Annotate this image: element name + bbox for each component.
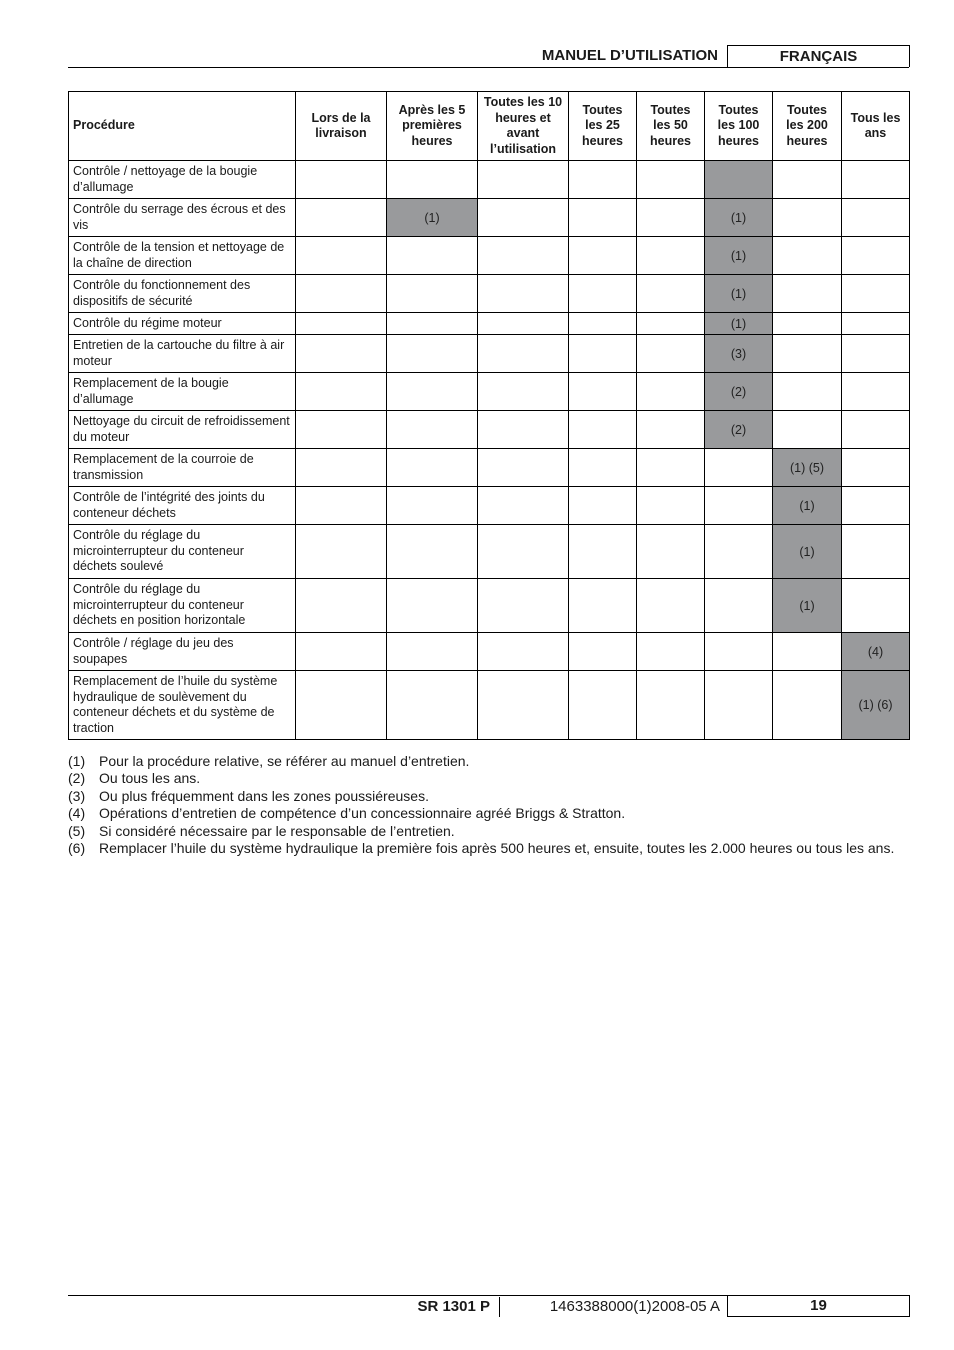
table-row (69, 411, 910, 449)
table-row (69, 313, 910, 335)
table-row (69, 487, 910, 525)
interval-cell (773, 335, 842, 373)
footnote-number: (3) (68, 787, 86, 804)
procedure-cell: Contrôle / réglage du jeu des soupapes (69, 633, 296, 671)
interval-cell (773, 199, 842, 237)
table-row (69, 275, 910, 313)
procedure-cell: Contrôle / nettoyage de la bougie d’allumage (69, 161, 296, 199)
table-row (69, 671, 910, 740)
interval-cell (296, 199, 387, 237)
interval-cell (478, 313, 569, 335)
interval-cell (773, 411, 842, 449)
procedure-cell: Contrôle de l’intégrité des joints du conteneur déchets (69, 487, 296, 525)
procedure-cell: Contrôle du serrage des écrous et des vis (69, 199, 296, 237)
interval-cell (387, 161, 478, 199)
interval-cell (569, 579, 637, 633)
footnote (68, 805, 898, 822)
interval-cell (705, 579, 773, 633)
table-header-row (69, 92, 910, 161)
interval-cell: (1) (387, 199, 478, 237)
interval-cell (842, 373, 910, 411)
table-row (69, 161, 910, 199)
interval-cell: (1) (705, 275, 773, 313)
interval-cell (478, 161, 569, 199)
footnote (68, 823, 898, 840)
procedure-cell: Contrôle du réglage du microinterrupteur du conteneur déchets soulevé (69, 525, 296, 579)
table-row (69, 633, 910, 671)
interval-cell (478, 633, 569, 671)
interval-cell (478, 579, 569, 633)
interval-cell (705, 161, 773, 199)
interval-cell (296, 579, 387, 633)
interval-cell (569, 411, 637, 449)
interval-cell (773, 671, 842, 740)
interval-cell: (1) (773, 579, 842, 633)
interval-cell (569, 487, 637, 525)
column-header: Tous les ans (842, 92, 910, 161)
interval-cell (387, 671, 478, 740)
manual-title: MANUEL D’UTILISATION (541, 47, 718, 64)
interval-cell (842, 275, 910, 313)
interval-cell: (2) (705, 373, 773, 411)
table-row (69, 335, 910, 373)
interval-cell: (3) (705, 335, 773, 373)
interval-cell (842, 199, 910, 237)
column-header: Toutes les 10 heures et avant l’utilisation (478, 92, 569, 161)
interval-cell (842, 525, 910, 579)
column-header: Après les 5 premières heures (387, 92, 478, 161)
procedure-cell: Contrôle de la tension et nettoyage de la chaîne de direction (69, 237, 296, 275)
language-label: FRANÇAIS (727, 45, 910, 67)
interval-cell: (4) (842, 633, 910, 671)
header-rule (68, 67, 909, 68)
model-name: SR 1301 P (417, 1298, 490, 1315)
interval-cell (637, 411, 705, 449)
column-header: Toutes les 200 heures (773, 92, 842, 161)
procedure-cell: Contrôle du réglage du microinterrupteur du conteneur déchets en position horizontale (69, 579, 296, 633)
interval-cell (296, 237, 387, 275)
interval-cell (773, 373, 842, 411)
table-row (69, 525, 910, 579)
footnote-text: Pour la procédure relative, se référer au manuel d’entretien. (99, 753, 470, 769)
interval-cell (637, 237, 705, 275)
interval-cell (705, 633, 773, 671)
interval-cell (842, 335, 910, 373)
footnote-number: (6) (68, 840, 86, 857)
interval-cell (569, 335, 637, 373)
interval-cell: (1) (773, 487, 842, 525)
table-row (69, 579, 910, 633)
footnote-text: Ou plus fréquemment dans les zones poussiéreuses. (99, 787, 429, 804)
interval-cell (842, 449, 910, 487)
interval-cell (478, 487, 569, 525)
column-header: Toutes les 50 heures (637, 92, 705, 161)
interval-cell (637, 335, 705, 373)
interval-cell (637, 313, 705, 335)
interval-cell (773, 633, 842, 671)
interval-cell (387, 449, 478, 487)
interval-cell (296, 335, 387, 373)
interval-cell (569, 373, 637, 411)
document-code: 1463388000(1)2008-05 A (549, 1298, 720, 1315)
column-header: Lors de la livraison (296, 92, 387, 161)
interval-cell (387, 525, 478, 579)
interval-cell (637, 671, 705, 740)
footnote-text: Si considéré nécessaire par le responsable de l’entretien. (99, 822, 455, 839)
interval-cell (296, 373, 387, 411)
interval-cell: (1) (705, 313, 773, 335)
interval-cell (296, 487, 387, 525)
interval-cell (705, 525, 773, 579)
interval-cell (842, 411, 910, 449)
interval-cell (296, 525, 387, 579)
interval-cell (296, 449, 387, 487)
procedure-cell: Entretien de la cartouche du filtre à air moteur (69, 335, 296, 373)
interval-cell (773, 237, 842, 275)
interval-cell (296, 411, 387, 449)
procedure-cell: Contrôle du fonctionnement des dispositifs de sécurité (69, 275, 296, 313)
procedure-cell: Remplacement de la courroie de transmission (69, 449, 296, 487)
interval-cell (569, 275, 637, 313)
interval-cell (842, 579, 910, 633)
interval-cell (478, 411, 569, 449)
procedure-cell: Nettoyage du circuit de refroidissement du moteur (69, 411, 296, 449)
interval-cell (569, 161, 637, 199)
footnote (68, 753, 898, 770)
interval-cell (569, 525, 637, 579)
interval-cell (569, 633, 637, 671)
footnote-number: (1) (68, 753, 86, 769)
interval-cell (705, 449, 773, 487)
column-header: Toutes les 25 heures (569, 92, 637, 161)
interval-cell (387, 633, 478, 671)
interval-cell (637, 161, 705, 199)
interval-cell (705, 671, 773, 740)
interval-cell (387, 373, 478, 411)
interval-cell (478, 199, 569, 237)
interval-cell: (1) (705, 199, 773, 237)
procedure-cell: Contrôle du régime moteur (69, 313, 296, 335)
procedure-cell: Remplacement de la bougie d’allumage (69, 373, 296, 411)
interval-cell: (1) (6) (842, 671, 910, 740)
interval-cell (296, 275, 387, 313)
interval-cell (637, 525, 705, 579)
interval-cell (569, 313, 637, 335)
procedure-cell: Remplacement de l’huile du système hydraulique de soulèvement du conteneur déchets et du système de traction (69, 671, 296, 740)
interval-cell (478, 373, 569, 411)
interval-cell (478, 275, 569, 313)
interval-cell (637, 199, 705, 237)
interval-cell (637, 487, 705, 525)
interval-cell: (1) (705, 237, 773, 275)
interval-cell (842, 313, 910, 335)
interval-cell (478, 237, 569, 275)
interval-cell: (1) (5) (773, 449, 842, 487)
interval-cell (842, 237, 910, 275)
column-header: Toutes les 100 heures (705, 92, 773, 161)
table-row (69, 199, 910, 237)
interval-cell (296, 313, 387, 335)
table-row (69, 449, 910, 487)
interval-cell (773, 313, 842, 335)
interval-cell (387, 275, 478, 313)
interval-cell (478, 335, 569, 373)
interval-cell (387, 579, 478, 633)
table-row (69, 373, 910, 411)
footnotes (68, 753, 898, 857)
footnote (68, 788, 898, 805)
interval-cell (637, 275, 705, 313)
interval-cell (637, 449, 705, 487)
table-row (69, 237, 910, 275)
footnote-number: (4) (68, 805, 86, 822)
maintenance-table (68, 91, 910, 740)
interval-cell (842, 487, 910, 525)
interval-cell: (2) (705, 411, 773, 449)
interval-cell (705, 487, 773, 525)
interval-cell (637, 579, 705, 633)
interval-cell (569, 237, 637, 275)
interval-cell (569, 199, 637, 237)
interval-cell (637, 373, 705, 411)
interval-cell (478, 671, 569, 740)
interval-cell (296, 671, 387, 740)
page-number: 19 (727, 1295, 910, 1317)
interval-cell (478, 525, 569, 579)
interval-cell (387, 411, 478, 449)
interval-cell (478, 449, 569, 487)
footnote-text: Remplacer l’huile du système hydraulique la première fois après 500 heures et, ensuite, toutes les 2.000 heures ou tous les ans. (99, 840, 895, 857)
footnote (68, 840, 898, 857)
interval-cell (387, 237, 478, 275)
interval-cell (842, 161, 910, 199)
footnote-text: Opérations d’entretien de compétence d’un concessionnaire agréé Briggs & Stratton. (99, 805, 626, 822)
interval-cell (387, 313, 478, 335)
footnote-number: (2) (68, 770, 86, 787)
interval-cell (296, 161, 387, 199)
column-header: Procédure (69, 92, 296, 161)
interval-cell (387, 335, 478, 373)
footnote-text: Ou tous les ans. (99, 770, 201, 787)
interval-cell (296, 633, 387, 671)
interval-cell (773, 275, 842, 313)
interval-cell (773, 161, 842, 199)
interval-cell (387, 487, 478, 525)
footnote-number: (5) (68, 822, 86, 839)
interval-cell (569, 671, 637, 740)
interval-cell: (1) (773, 525, 842, 579)
interval-cell (637, 633, 705, 671)
interval-cell (569, 449, 637, 487)
footnote (68, 770, 898, 787)
